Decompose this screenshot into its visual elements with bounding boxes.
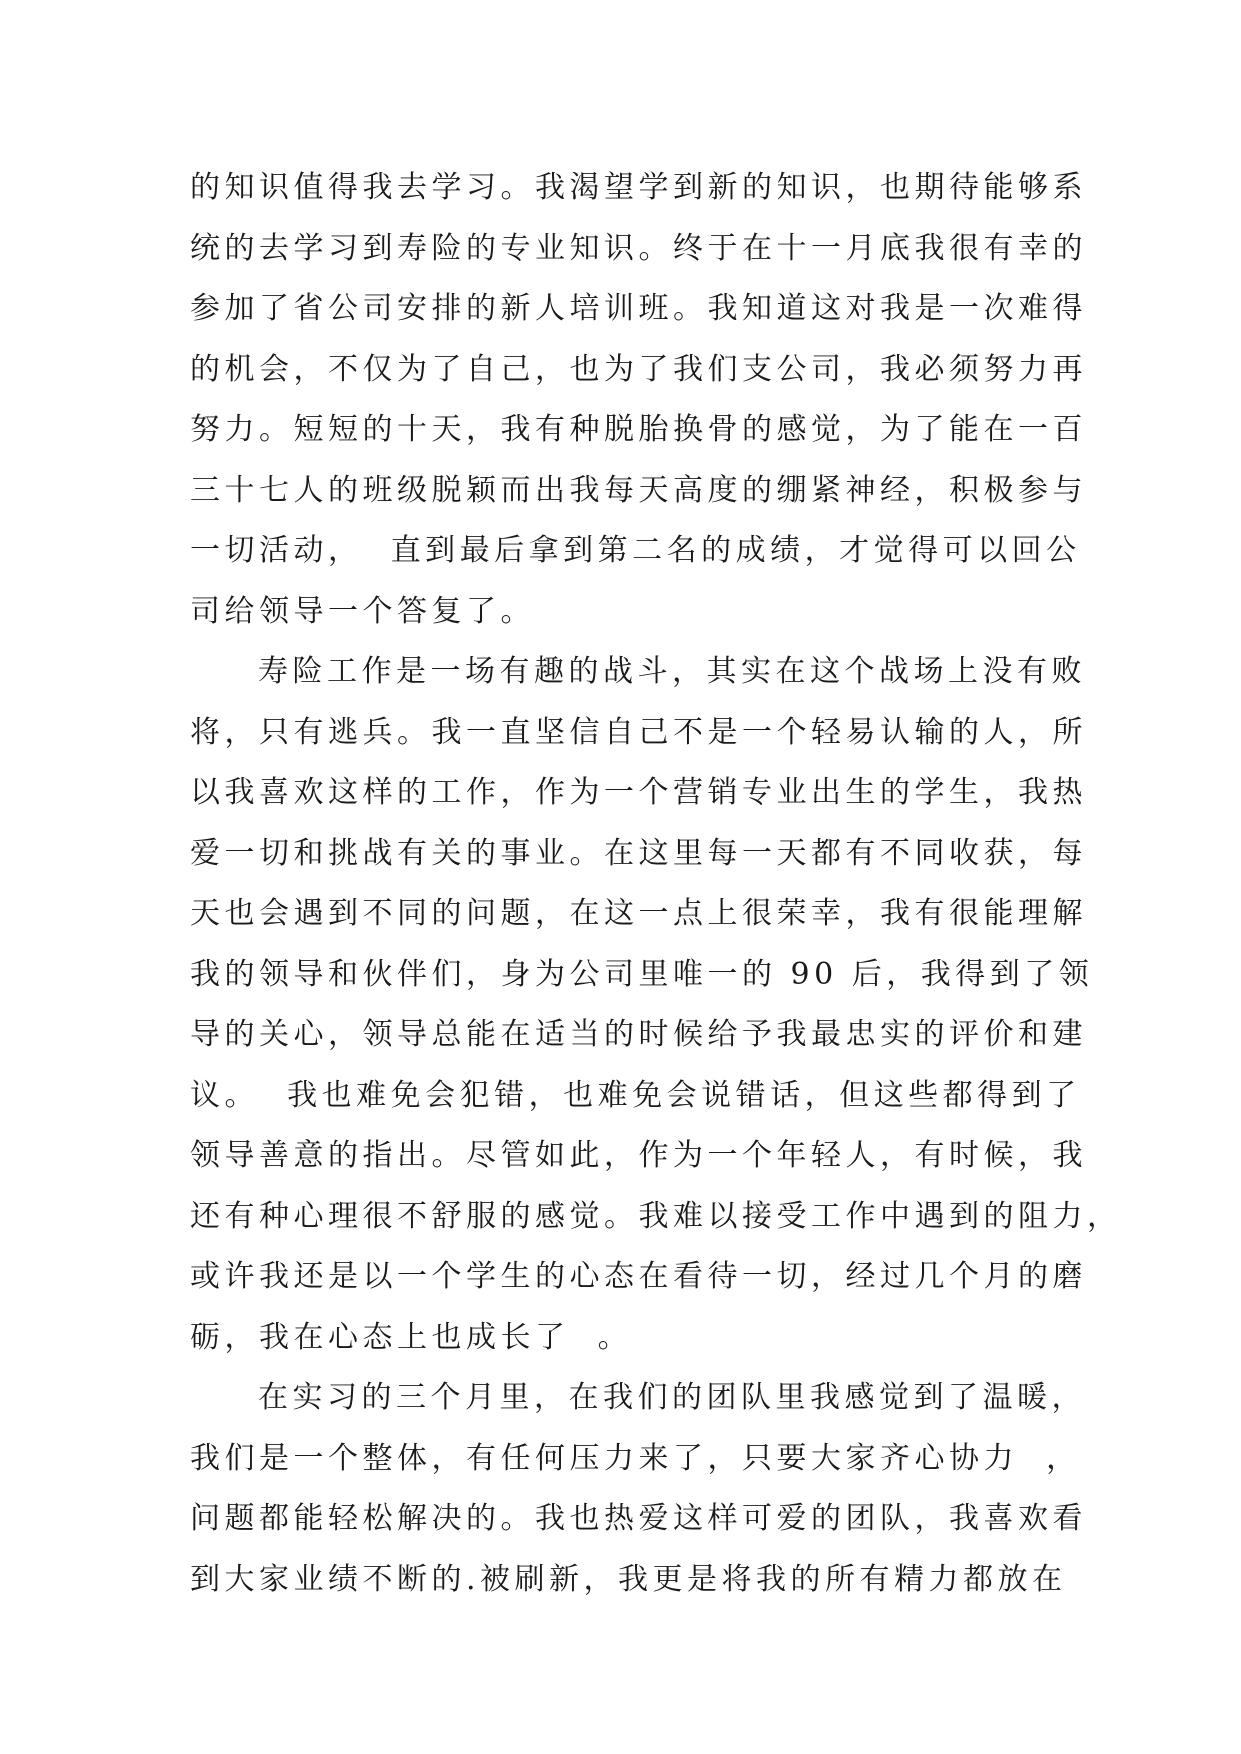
text-line: 我的领导和伙伴们，身为公司里唯一的 90 后，我得到了领 (190, 956, 1094, 992)
text-line: 三十七人的班级脱颖而出我每天高度的绷紧神经，积极参与 (190, 472, 1087, 508)
text-line: 问题都能轻松解决的。我也热爱这样可爱的团队，我喜欢看 (190, 1501, 1087, 1536)
text-line: 导的关心，领导总能在适当的时候给予我最忠实的评价和建 (190, 1017, 1087, 1052)
text-line: 领导善意的指出。尽管如此，作为一个年轻人，有时候，我 (190, 1138, 1087, 1173)
text-line: 以我喜欢这样的工作，作为一个营销专业出生的学生，我热 (190, 775, 1087, 810)
text-line: 的知识值得我去学习。我渴望学到新的知识，也期待能够系 (190, 170, 1087, 205)
paragraph-first-line: 在实习的三个月里，在我们的团队里我感觉到了温暖， (258, 1380, 1086, 1415)
text-line: 爱一切和挑战有关的事业。在这里每一天都有不同收获，每 (190, 835, 1087, 871)
text-line: 统的去学习到寿险的专业知识。终于在十一月底我很有幸的 (190, 230, 1087, 266)
text-line: 砺，我在心态上也成长了 。 (190, 1319, 633, 1355)
text-line: 议。 我也难免会犯错，也难免会说错话，但这些都得到了 (190, 1077, 1081, 1113)
text-line: 努力。短短的十天，我有种脱胎换骨的感觉，为了能在一百 (190, 412, 1087, 447)
text-line: 的机会，不仅为了自己，也为了我们支公司，我必须努力再 (190, 351, 1087, 387)
text-line: 我们是一个整体，有任何压力来了，只要大家齐心协力 ， (190, 1440, 1081, 1476)
text-line: 还有种心理很不舒服的感觉。我难以接受工作中遇到的阻力， (190, 1198, 1122, 1234)
text-line: 司给领导一个答复了。 (190, 593, 535, 629)
document-body (190, 158, 1122, 1610)
text-line: 到大家业绩不断的.被刷新，我更是将我的所有精力都放在 (190, 1561, 1067, 1597)
text-line: 一切活动， 直到最后拿到第二名的成绩，才觉得可以回公 (190, 533, 1081, 568)
text-line: 参加了省公司安排的新人培训班。我知道这对我是一次难得 (190, 291, 1087, 326)
text-line: 或许我还是以一个学生的心态在看待一切，经过几个月的磨 (190, 1259, 1087, 1294)
text-line: 将，只有逃兵。我一直坚信自己不是一个轻易认输的人，所 (190, 714, 1087, 750)
text-line: 天也会遇到不同的问题，在这一点上很荣幸，我有很能理解 (190, 896, 1087, 931)
paragraph-first-line: 寿险工作是一场有趣的战斗，其实在这个战场上没有败 (258, 654, 1086, 689)
